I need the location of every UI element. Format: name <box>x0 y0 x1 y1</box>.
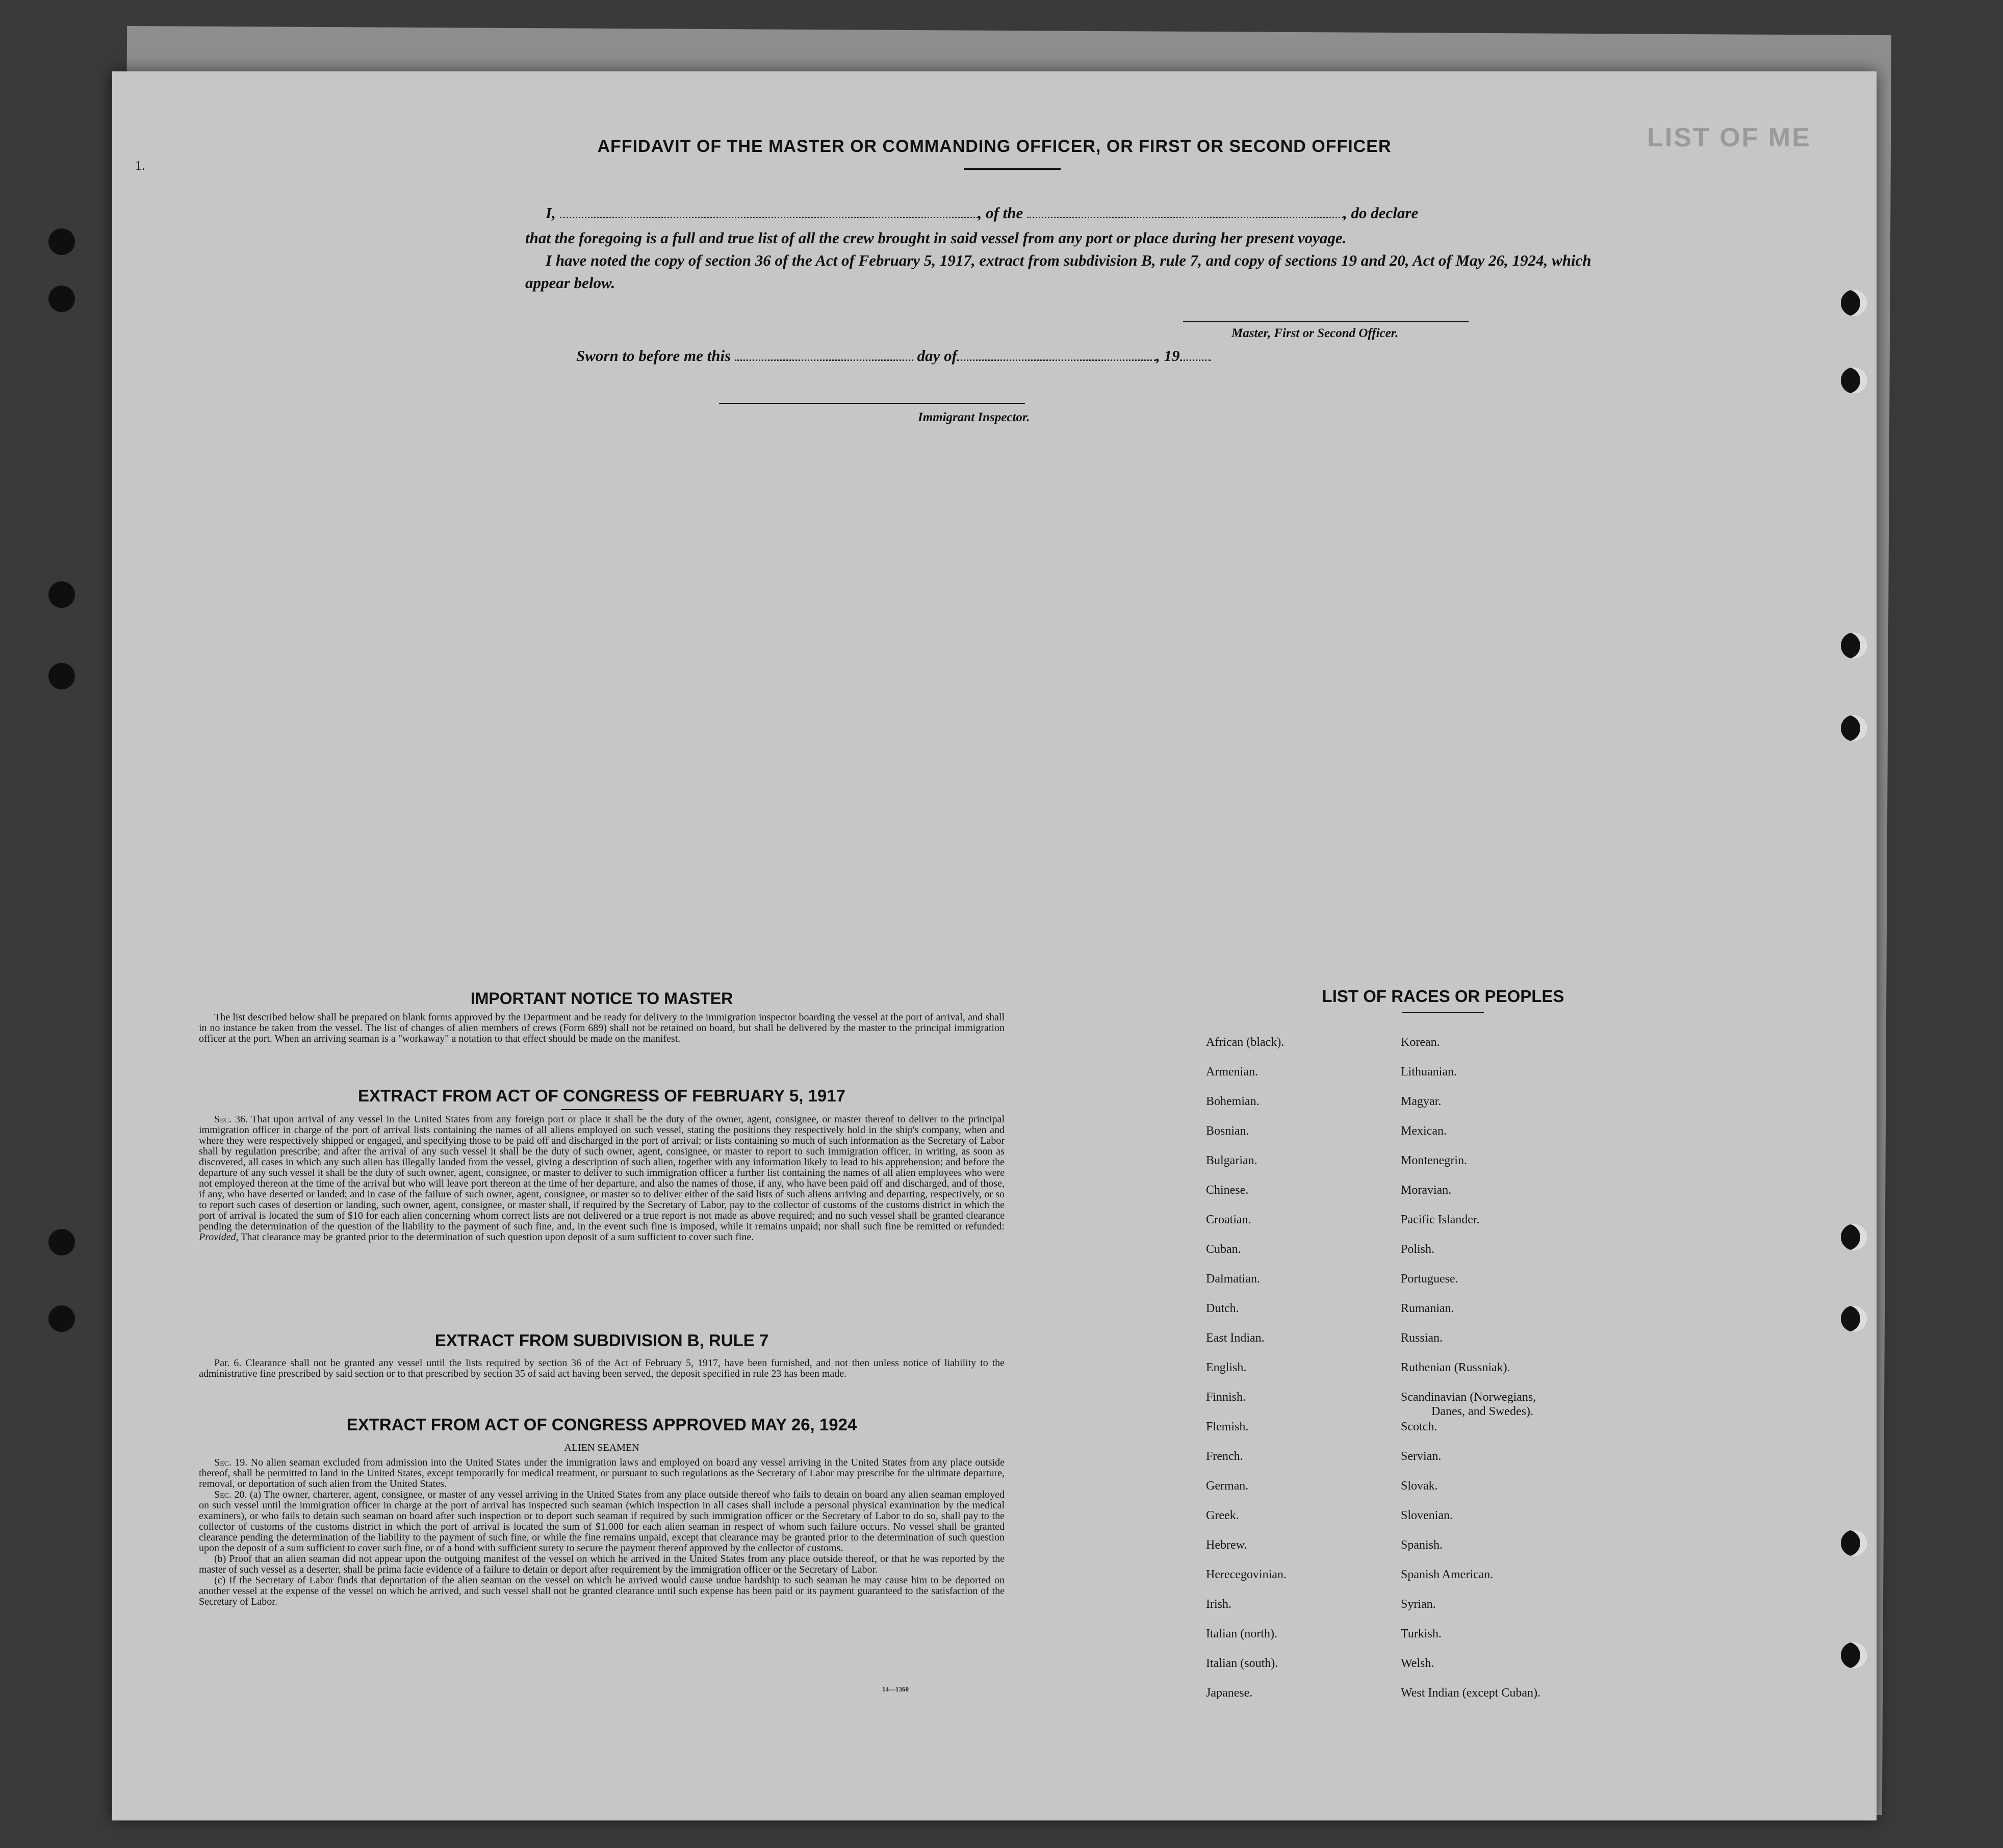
sec-20b-text: (b) Proof that an alien seaman did not appear upon the outgoing manifest of the vessel on which he arrived in the United States from any place outside thereof, or that he was reported by the master of such vessel as a deserter, shall be prima facie evidence of a failure to detain or deport after requirement by the immigration officer or the Secretary of Labor. <box>199 1553 1005 1575</box>
race-item: African (black). <box>1206 1036 1285 1049</box>
races-column-2 <box>1401 1035 1540 1715</box>
form-number: 14—1360 <box>882 1685 909 1693</box>
master-signature-label: Master, First or Second Officer. <box>1231 326 1399 340</box>
notice-title: IMPORTANT NOTICE TO MASTER <box>470 989 733 1008</box>
binder-hole-left-1 <box>48 228 75 255</box>
sec-20a-text: (a) The owner, charterer, agent, consignee, or master of any vessel arriving in the United States from any place outside thereof who fails to detain on board any alien seaman employed on such vessel until the immigration officer in charge at the port of arrival has inspected such seaman (which inspection in all cases shall include a personal physical examination by the medical examiners), or who fails to detain such seaman on board after such inspection or to deport such seaman if required by such immigration officer or the Secretary of Labor to do so, shall pay to the collector of customs of the customs district in which the port of arrival is located the sum of $1,000 for each alien seaman in respect of whom such failure occurs. No vessel shall be granted clearance pending the determination of the liability to the payment of such fine, or while the fine remains unpaid, except that clearance may be granted prior to the determination of such question upon the deposit of a sum sufficient to cover such fine, or of a bond with sufficient surety to secure the payment thereof approved by the collector of customs. <box>199 1489 1005 1554</box>
bleed-through-title: LIST OF ME <box>1647 123 1811 152</box>
sec-20c-text: (c) If the Secretary of Labor finds that deportation of the alien seaman on the vessel on which he arrived would cause undue hardship to such seaman he may cause him to be deported on another vessel at the expense of the vessel on which he arrived, and such vessel shall not be granted clearance until such expense has been paid or its payment guaranteed to the satisfaction of the Secretary of Labor. <box>199 1575 1005 1607</box>
race-item: Bohemian. <box>1206 1095 1260 1108</box>
races-title: LIST OF RACES OR PEOPLES <box>1322 987 1564 1006</box>
rule7-paragraph: Par. 6. Clearance shall not be granted any vessel until the lists required by section 36 of the Act of February 5, 1917, have been furnished, and not then unless notice of liability to the administrative fine prescribed by said section or to that prescribed by section 35 of said act having been served, the deposit specified in rule 23 has been made. <box>199 1357 1005 1379</box>
declaration-declare: , do declare <box>1343 204 1419 222</box>
race-item: Greek. <box>1206 1509 1239 1522</box>
extract-1924-text <box>199 1457 1005 1607</box>
race-item: Dalmatian. <box>1206 1272 1260 1286</box>
race-item: Montenegrin. <box>1401 1154 1467 1167</box>
race-item: Polish. <box>1401 1243 1435 1256</box>
race-item: Croatian. <box>1206 1213 1251 1226</box>
race-item: Slovenian. <box>1401 1509 1453 1522</box>
extract-rule7-text <box>199 1358 1005 1379</box>
race-item: Finnish. <box>1206 1391 1246 1404</box>
name-blank[interactable] <box>560 206 978 218</box>
races-title-rule <box>1402 1012 1484 1013</box>
binder-hole-left-2 <box>48 286 75 312</box>
declaration-i: I, <box>546 204 556 222</box>
sec-36-provided: Provided, <box>199 1231 239 1243</box>
race-item: Spanish. <box>1401 1538 1443 1552</box>
race-item: Syrian. <box>1401 1598 1436 1611</box>
binder-hole-right-5 <box>1841 1224 1867 1250</box>
binder-hole-left-3 <box>48 581 75 608</box>
binder-hole-right-1 <box>1841 290 1867 316</box>
extract-1917-title: EXTRACT FROM ACT OF CONGRESS OF FEBRUARY 5, 1917 <box>358 1086 845 1105</box>
race-item: Magyar. <box>1401 1095 1442 1108</box>
race-item: Dutch. <box>1206 1302 1239 1315</box>
sec-19-label: Sec. 19. <box>214 1457 248 1468</box>
race-item: Scandinavian (Norwegians, Danes, and Swedes). <box>1401 1390 1540 1420</box>
race-item: Chinese. <box>1206 1184 1249 1197</box>
sworn-month-blank[interactable] <box>957 348 1156 361</box>
race-item: Rumanian. <box>1401 1302 1454 1315</box>
sec-19-text: No alien seaman excluded from admission into the United States under the immigration laws and employed on board any vessel arriving in the United States from any place outside thereof, shall be permitted to land in the United States, except temporarily for medical treatment, or pursuant to such regulations as the Secretary of Labor may prescribe for the ultimate departure, removal, or deportation of such alien from the United States. <box>199 1457 1005 1490</box>
inspector-signature-line[interactable] <box>719 403 1025 404</box>
extract-rule7-title: EXTRACT FROM SUBDIVISION B, RULE 7 <box>434 1331 769 1350</box>
sec-36-text: That upon arrival of any vessel in the United States from any foreign port or place it shall be the duty of the owner, agent, consignee, or master thereof to deliver to the principal immigration officer in charge of the port of arrival lists containing the names of all aliens employed on such vessel, stating the positions they respectively hold in the ship's company, when and where they were respectively shipped or engaged, and specifying those to be paid off and discharged in the port of arrival; or lists containing so much of such information as the Secretary of Labor shall by regulation prescribe; and after the arrival of any such vessel it shall be the duty of such owner, agent, consignee, or master to report to such immigration officer, in writing, as soon as discovered, all cases in which any such alien has illegally landed from the vessel, giving a description of such alien, together with any information likely to lead to his apprehension; and before the departure of any such vessel it shall be the duty of such owner, agent, consignee, or master to deliver to such immigration officer a further list containing the names of all alien employees who were not employed thereon at the time of the arrival but who will leave port thereon at the time of her departure, and also the names of those, if any, who have been paid off and discharged, and of those, if any, who have deserted or landed; and in case of the failure of such owner, agent, consignee, or master so to deliver either of the said lists of such aliens arriving and departing, respectively, or so to report such cases of desertion or landing, such owner, agent, consignee, or master shall, if required by the Secretary of Labor, pay to the collector of customs of the customs district in which the port of arrival is located the sum of $10 for each alien concerning whom correct lists are not delivered or a true report is not made as above required; and no such vessel shall be granted clearance pending the determination of the question of the liability to the payment of such fine, and, in the event such fine is imposed, while it remains unpaid; nor shall such fine be remitted or refunded: <box>199 1114 1005 1232</box>
extract-1924-subtitle: ALIEN SEAMEN <box>564 1442 639 1453</box>
race-item: East Indian. <box>1206 1331 1265 1345</box>
binder-hole-left-4 <box>48 663 75 689</box>
race-item: West Indian (except Cuban). <box>1401 1686 1540 1700</box>
sworn-day-label: day of <box>917 347 957 365</box>
sworn-year-label: , 19 <box>1156 347 1180 365</box>
binder-hole-right-4 <box>1841 715 1867 741</box>
races-column-1 <box>1206 1035 1287 1715</box>
race-item: Japanese. <box>1206 1686 1253 1700</box>
binder-hole-right-3 <box>1841 632 1867 659</box>
sworn-year-blank[interactable] <box>1180 348 1211 361</box>
inspector-label: Immigrant Inspector. <box>918 410 1030 424</box>
race-item: Mexican. <box>1401 1124 1447 1138</box>
race-item: Ruthenian (Russniak). <box>1401 1361 1510 1374</box>
binder-hole-left-6 <box>48 1305 75 1332</box>
race-item: Korean. <box>1401 1036 1440 1049</box>
title-rule <box>964 168 1061 170</box>
race-item: Lithuanian. <box>1401 1065 1457 1079</box>
binder-hole-right-8 <box>1841 1642 1867 1669</box>
sec-20-label: Sec. 20. <box>214 1489 247 1500</box>
binder-hole-right-6 <box>1841 1305 1867 1332</box>
race-item: Pacific Islander. <box>1401 1213 1480 1226</box>
binder-hole-right-2 <box>1841 367 1867 394</box>
race-item: German. <box>1206 1479 1249 1493</box>
sworn-line <box>576 347 1211 365</box>
race-item: Welsh. <box>1401 1657 1434 1670</box>
race-item: Russian. <box>1401 1331 1443 1345</box>
affidavit-body <box>525 227 1611 294</box>
extract-1924-title: EXTRACT FROM ACT OF CONGRESS APPROVED MAY 26, 1924 <box>346 1415 857 1434</box>
extract-1917-text <box>199 1114 1005 1243</box>
race-item: Scotch. <box>1401 1420 1437 1433</box>
affidavit-title: AFFIDAVIT OF THE MASTER OR COMMANDING OFFICER, OR FIRST OR SECOND OFFICER <box>597 137 1392 156</box>
race-item: Bosnian. <box>1206 1124 1249 1138</box>
declaration-of-the: , of the <box>978 204 1023 222</box>
race-item-continuation: Danes, and Swedes). <box>1431 1405 1533 1418</box>
race-item: Servian. <box>1401 1450 1442 1463</box>
vessel-blank[interactable] <box>1027 206 1343 218</box>
affidavit-para-2: I have noted the copy of section 36 of the Act of February 5, 1917, extract from subdivision B, rule 7, and copy of sections 19 and 20, Act of May 26, 1924, which appear below. <box>525 251 1591 292</box>
race-item: Irish. <box>1206 1598 1231 1611</box>
race-item: Flemish. <box>1206 1420 1249 1433</box>
notice-paragraph: The list described below shall be prepared on blank forms approved by the Department and be ready for delivery to the immigration inspector boarding the vessel at the port of arrival, and shall in no instance be taken from the vessel. The list of changes of alien members of crews (Form 689) shall not be retained on board, but shall be delivered by the master to the principal immigration officer at the port. When an arriving seaman is a "workaway" a notation to that effect should be made on the manifest. <box>199 1012 1005 1044</box>
race-item: Hebrew. <box>1206 1538 1247 1552</box>
race-item: Cuban. <box>1206 1243 1241 1256</box>
race-item: Bulgarian. <box>1206 1154 1257 1167</box>
race-item: English. <box>1206 1361 1247 1374</box>
master-signature-line[interactable] <box>1183 321 1469 322</box>
sec-36-tail: That clearance may be granted prior to the determination of such question upon deposit of a sum sufficient to cover such fine. <box>241 1231 754 1243</box>
binder-hole-right-7 <box>1841 1530 1867 1556</box>
notice-text <box>199 1012 1005 1044</box>
race-item: Spanish American. <box>1401 1568 1494 1581</box>
affidavit-para-1: that the foregoing is a full and true list of all the crew brought in said vessel from any port or place during her present voyage. <box>525 229 1347 247</box>
race-item: Moravian. <box>1401 1184 1452 1197</box>
race-item: Italian (south). <box>1206 1657 1278 1670</box>
binder-hole-left-5 <box>48 1229 75 1255</box>
declaration-line <box>546 204 1606 222</box>
race-item: Italian (north). <box>1206 1627 1277 1640</box>
sec-36-label: Sec. 36. <box>214 1114 248 1125</box>
margin-mark: 1. <box>135 158 145 173</box>
race-item: Armenian. <box>1206 1065 1258 1079</box>
race-item: Portuguese. <box>1401 1272 1458 1286</box>
race-item: Herecegovinian. <box>1206 1568 1287 1581</box>
race-item: French. <box>1206 1450 1243 1463</box>
extract-1917-rule <box>561 1109 643 1110</box>
race-item: Slovak. <box>1401 1479 1438 1493</box>
sworn-prefix: Sworn to before me this <box>576 347 731 365</box>
form-page <box>112 71 1877 1820</box>
race-item: Turkish. <box>1401 1627 1442 1640</box>
sworn-day-blank[interactable] <box>735 348 913 361</box>
